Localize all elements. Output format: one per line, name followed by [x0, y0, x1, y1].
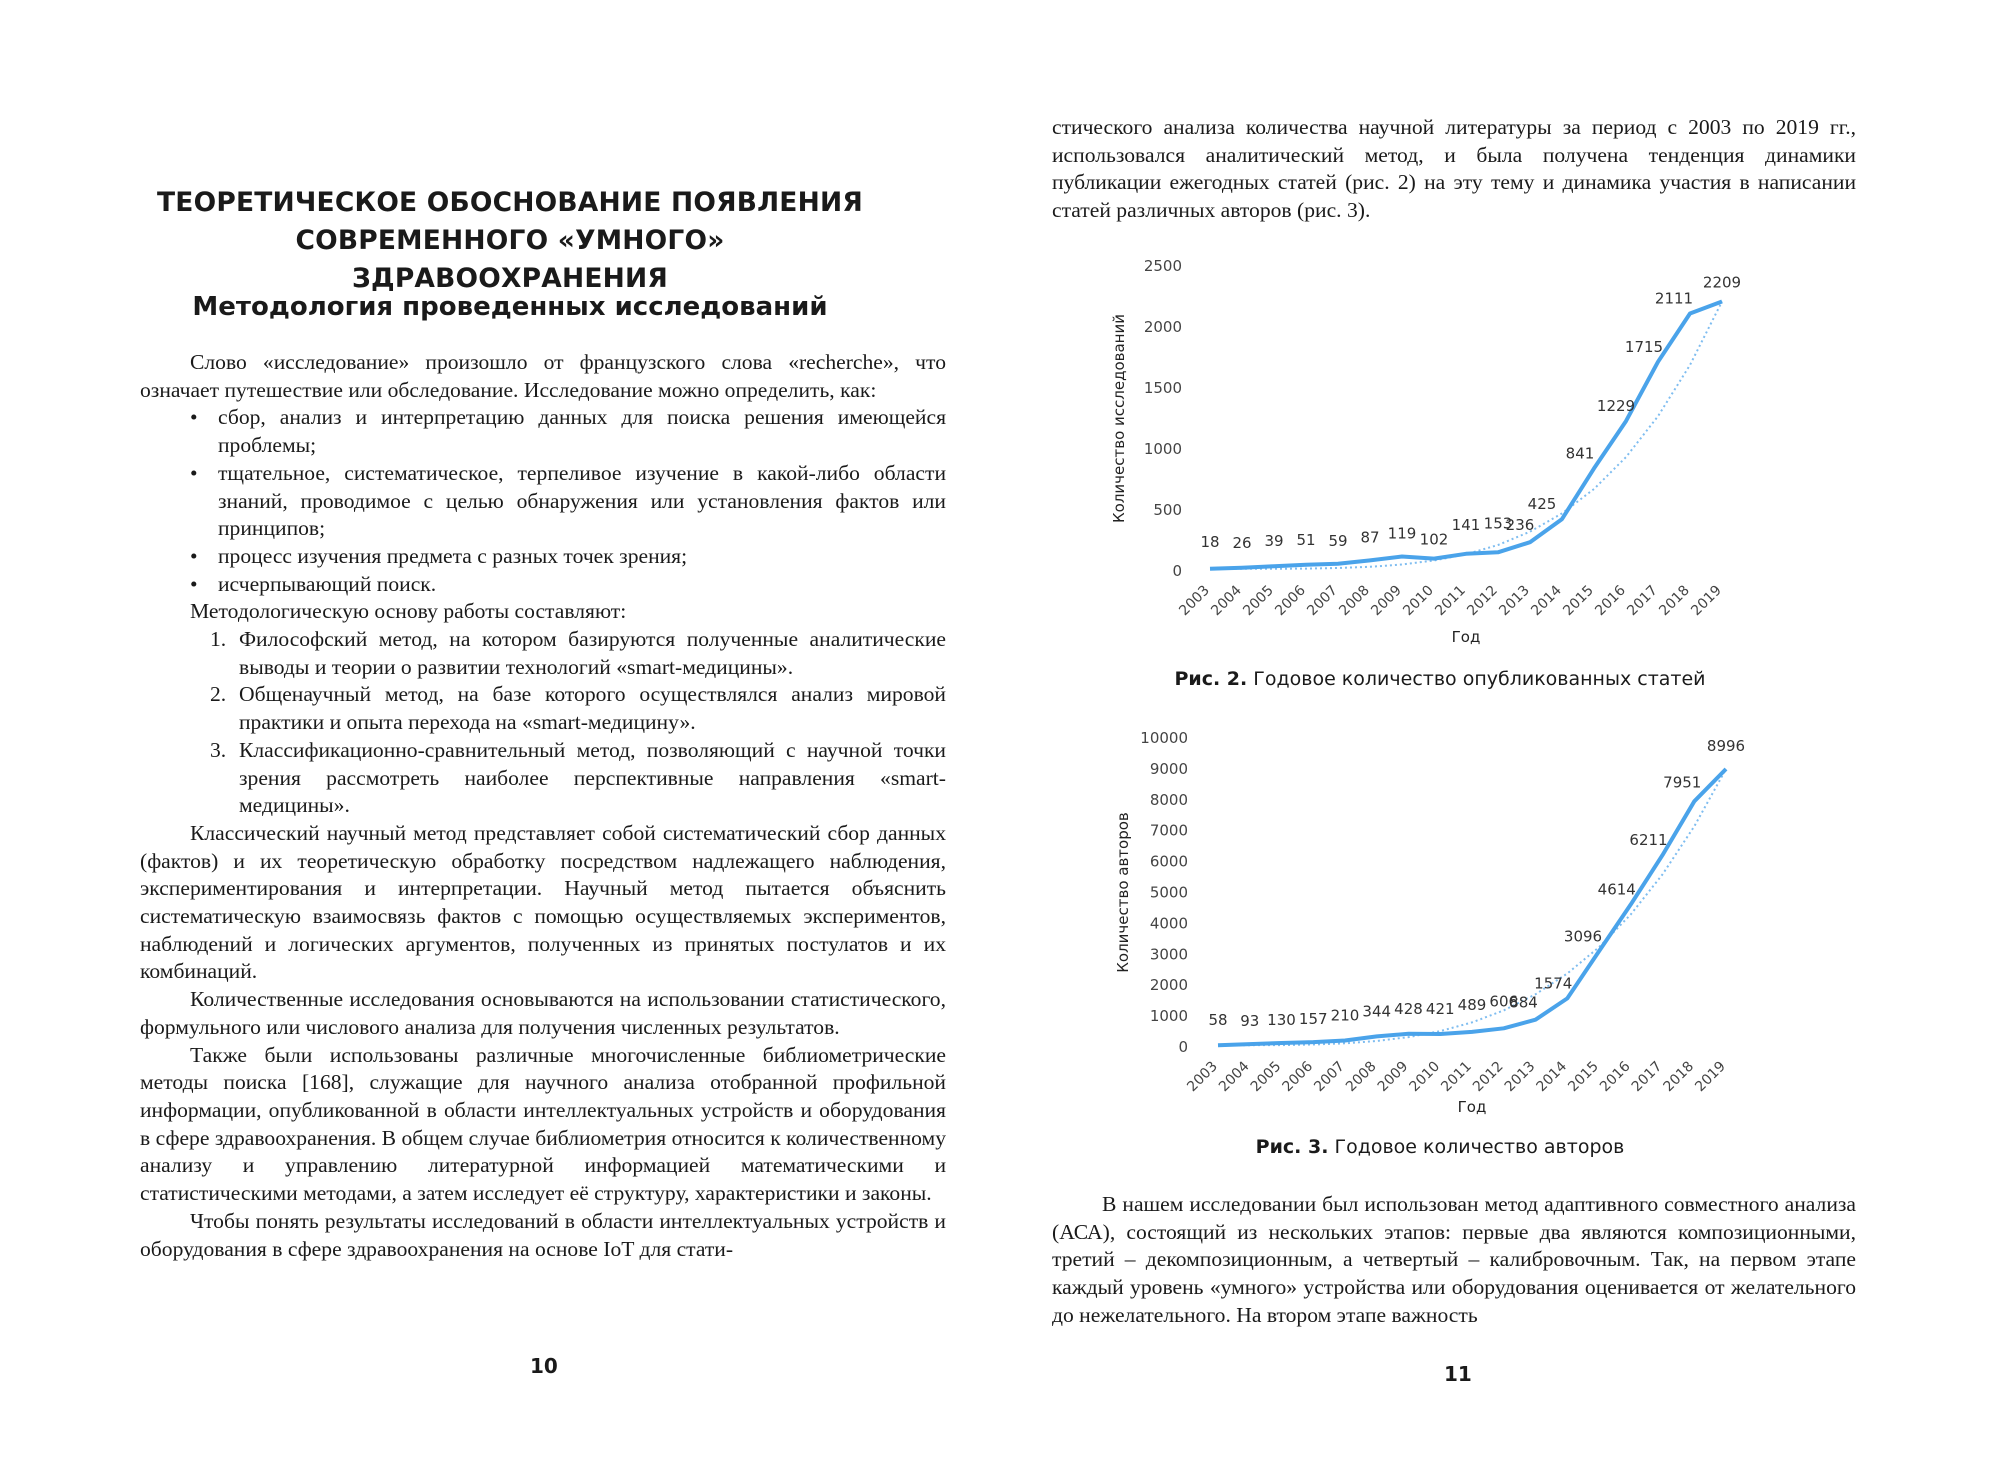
y-tick-label: 1500 [1143, 379, 1182, 397]
y-tick-label: 500 [1153, 501, 1182, 519]
page-number: 11 [1444, 1362, 1472, 1386]
data-label: 6211 [1629, 831, 1668, 850]
x-tick-label: 2015 [1565, 1058, 1602, 1096]
x-tick-label: 2004 [1216, 1058, 1253, 1096]
y-tick-label: 4000 [1149, 914, 1188, 933]
x-tick-label: 2012 [1470, 1058, 1507, 1096]
list-item: • сбор, анализ и интерпретацию данных для поиска решения имеющейся проблемы; [190, 405, 946, 458]
y-tick-label: 1000 [1143, 440, 1182, 458]
x-tick-label: 2010 [1400, 582, 1437, 620]
data-label: 153 [1483, 514, 1513, 533]
methods-list [140, 626, 946, 820]
x-tick-label: 2012 [1464, 582, 1501, 620]
data-label: 59 [1328, 531, 1348, 550]
x-tick-label: 2013 [1496, 582, 1533, 620]
data-label: 58 [1208, 1011, 1228, 1030]
data-label: 2111 [1654, 289, 1694, 308]
y-tick-label: 10000 [1140, 729, 1188, 747]
x-tick-label: 2006 [1279, 1058, 1317, 1096]
y-axis-label: Количество авторов [1114, 812, 1132, 973]
data-label: 421 [1425, 999, 1455, 1018]
data-label: 1229 [1596, 397, 1636, 416]
x-tick-label: 2018 [1660, 1058, 1698, 1096]
chapter-title [140, 184, 880, 298]
list-item: • исчерпывающий поиск. [190, 571, 437, 596]
data-label: 102 [1419, 530, 1449, 549]
x-tick-label: 2005 [1240, 582, 1277, 620]
paragraph: Чтобы понять результаты исследований в области интеллектуальных устройств и оборудования в сфере здравоохранения на основе IoT для стати- [140, 1208, 946, 1261]
data-label: 236 [1505, 516, 1535, 535]
figure-3-label: Рис. 3. [1255, 1136, 1329, 1158]
data-label: 130 [1267, 1010, 1296, 1029]
y-tick-label: 0 [1178, 1038, 1188, 1056]
figure-2-label: Рис. 2. [1174, 668, 1248, 690]
data-label: 2209 [1702, 273, 1742, 292]
paragraph: Классический научный метод представляет собой систематический сбор данных (фактов) и их теоретическую обработку посредством надлежащего наблюдения, экспериментирования и интерпретации. Научный метод пытается объяснить систематическую взаимосвязь фактов с помощью осуществляемых экспериментов, наблюдений и логических аргументов, полученных из принятых постулатов и их комбинаций. [140, 820, 946, 984]
paragraph: стического анализа количества научной литературы за период с 2003 по 2019 гг., использовался аналитический метод, и была получена тенденция динамики публикации ежегодных статей (рис. 2) на эту тему и динамика участия в написании статей различных авторов (рис. 3). [1052, 115, 1856, 223]
right-page-bottom-text [1052, 1191, 1856, 1330]
data-label: 425 [1527, 495, 1557, 514]
data-label: 3096 [1563, 927, 1603, 946]
x-tick-label: 2009 [1374, 1058, 1412, 1096]
page-number: 10 [530, 1354, 558, 1378]
y-tick-label: 5000 [1149, 883, 1188, 902]
data-label: 87 [1360, 528, 1380, 547]
figure-3-text: Годовое количество авторов [1334, 1136, 1625, 1158]
x-tick-label: 2003 [1184, 1058, 1221, 1096]
data-label: 1574 [1534, 974, 1573, 993]
x-tick-label: 2014 [1533, 1058, 1571, 1096]
x-tick-label: 2007 [1304, 582, 1341, 620]
data-label: 157 [1298, 1010, 1328, 1029]
x-tick-label: 2008 [1343, 1058, 1380, 1096]
list-item: 2. Общенаучный метод, на базе которого осуществлялся анализ мировой практики и опыта перехода на «smart-медицину». [210, 682, 946, 735]
y-tick-label: 3000 [1149, 945, 1188, 964]
data-label: 210 [1330, 1006, 1360, 1025]
y-tick-label: 8000 [1149, 790, 1188, 809]
data-label: 141 [1451, 515, 1481, 534]
list-item: 3. Классификационно-сравнительный метод, позволяющий с научной точки зрения рассмотреть наиболее перспективные направления «smart-медицины». [210, 737, 946, 818]
figure-2-text: Годовое количество опубликованных статей [1253, 668, 1706, 690]
x-tick-label: 2011 [1438, 1058, 1475, 1096]
right-page-top-text [1052, 114, 1856, 225]
x-tick-label: 2019 [1688, 582, 1725, 620]
figure-2-caption [1100, 668, 1780, 690]
x-tick-label: 2017 [1628, 1058, 1666, 1096]
data-label: 39 [1264, 532, 1284, 551]
methods-intro: Методологическую основу работы составляют: [190, 599, 627, 624]
x-axis-label: Год [1457, 1098, 1487, 1116]
chapter-title-line-2: СОВРЕМЕННОГО «УМНОГО» ЗДРАВООХРАНЕНИЯ [295, 225, 725, 294]
y-tick-label: 9000 [1149, 759, 1188, 778]
x-tick-label: 2015 [1560, 582, 1597, 620]
data-label: 93 [1240, 1012, 1260, 1031]
list-item: • процесс изучения предмета с разных точек зрения; [190, 543, 688, 568]
data-label: 344 [1362, 1002, 1392, 1021]
x-tick-label: 2017 [1624, 582, 1661, 620]
y-tick-label: 1000 [1149, 1007, 1188, 1026]
data-label: 606 [1489, 992, 1519, 1011]
x-tick-label: 2016 [1597, 1058, 1634, 1096]
x-tick-label: 2009 [1368, 582, 1405, 620]
figure-3-caption [1100, 1136, 1780, 1158]
articles-line-chart [1100, 248, 1780, 648]
x-tick-label: 2006 [1272, 582, 1309, 620]
x-tick-label: 2008 [1336, 582, 1373, 620]
data-label: 841 [1565, 444, 1595, 463]
x-tick-label: 2010 [1406, 1058, 1444, 1096]
data-label: 18 [1200, 532, 1220, 551]
data-label: 884 [1509, 993, 1538, 1012]
data-label: 26 [1232, 533, 1252, 552]
x-tick-label: 2011 [1432, 582, 1469, 620]
paragraph: Количественные исследования основываются на использовании статистического, формульного или числового анализа для получения численных результатов. [140, 987, 946, 1039]
x-tick-label: 2005 [1247, 1058, 1285, 1096]
paragraph: Также были использованы различные многочисленные библиометрические методы поиска [168], служащие для научного анализа отобранной профильной информации, опубликованной в области интеллектуальных устройств и оборудования в сфере здравоохранения. В общем случае библиометрия относится к количественному анализу и управлению литературной информацией математическими и статистическими методами, а затем исследует её структуру, характеристики и законы. [140, 1042, 946, 1206]
data-label: 1715 [1624, 337, 1664, 356]
data-label: 4614 [1597, 880, 1636, 899]
intro-paragraph: Слово «исследование» произошло от французского слова «recherche», что означает путешествие или обследование. Исследование можно определить, как: [140, 350, 946, 402]
data-label: 7951 [1663, 773, 1702, 792]
data-label: 8996 [1706, 737, 1746, 756]
list-item: • тщательное, систематическое, терпеливое изучение в какой-либо области знаний, проводимое с целью обнаружения или установления фактов или принципов; [190, 460, 946, 541]
paragraph: В нашем исследовании был использован метод адаптивного совместного анализа (АСА), состоящий из нескольких этапов: первые два являются композиционными, третий – декомпозиционным, а четвертый – калибровочным. Так, на первом этапе каждый уровень «умного» устройства или оборудования оценивается от желательного до нежелательного. На втором этапе важность [1052, 1192, 1856, 1327]
right-page [1000, 0, 2000, 1466]
x-tick-label: 2013 [1501, 1058, 1539, 1096]
x-tick-label: 2016 [1592, 582, 1629, 620]
x-tick-label: 2004 [1208, 582, 1245, 620]
authors-line-chart [1100, 726, 1780, 1116]
y-tick-label: 2500 [1143, 257, 1182, 275]
y-tick-label: 0 [1172, 562, 1182, 580]
section-subtitle: Методология проведенных исследований [192, 292, 828, 322]
y-tick-label: 2000 [1143, 318, 1182, 336]
chapter-title-line-1: ТЕОРЕТИЧЕСКОЕ ОБОСНОВАНИЕ ПОЯВЛЕНИЯ [157, 187, 863, 218]
definition-list [140, 404, 946, 598]
y-axis-label: Количество исследований [1110, 314, 1128, 523]
x-tick-label: 2003 [1176, 582, 1213, 620]
x-axis-label: Год [1451, 628, 1481, 646]
list-item: 1. Философский метод, на котором базируются полученные аналитические выводы и теории о развитии технологий «smart-медицины». [210, 627, 946, 679]
left-page-body [140, 349, 946, 1263]
x-tick-label: 2019 [1692, 1058, 1729, 1096]
y-tick-label: 2000 [1149, 976, 1188, 995]
data-label: 428 [1394, 999, 1423, 1018]
x-tick-label: 2018 [1656, 582, 1693, 620]
data-label: 119 [1387, 524, 1417, 543]
data-label: 51 [1296, 530, 1316, 549]
y-tick-label: 6000 [1149, 852, 1188, 871]
x-tick-label: 2014 [1528, 582, 1565, 620]
x-tick-label: 2007 [1311, 1058, 1348, 1096]
y-tick-label: 7000 [1149, 821, 1188, 840]
data-label: 489 [1457, 995, 1487, 1014]
